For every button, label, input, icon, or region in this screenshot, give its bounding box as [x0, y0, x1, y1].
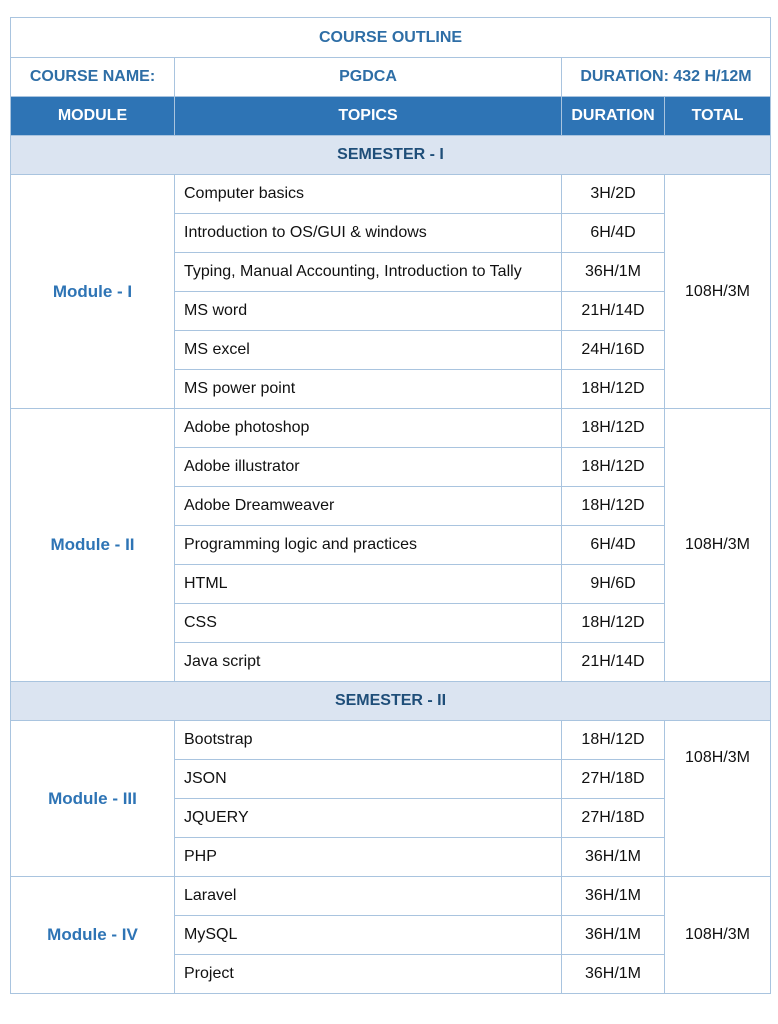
semester-label: SEMESTER - II — [11, 682, 771, 721]
topic-cell: Adobe illustrator — [175, 448, 562, 487]
table-row — [11, 175, 771, 214]
topic-cell: Java script — [175, 643, 562, 682]
duration-cell: 36H/1M — [562, 253, 665, 292]
table-row — [11, 409, 771, 448]
course-outline-table — [10, 17, 771, 994]
duration-cell: 36H/1M — [562, 916, 665, 955]
duration-cell: 18H/12D — [562, 487, 665, 526]
module-total: 108H/3M — [665, 721, 771, 877]
topic-cell: MS word — [175, 292, 562, 331]
duration-cell: 6H/4D — [562, 526, 665, 565]
duration-cell: 24H/16D — [562, 331, 665, 370]
column-header-row — [11, 97, 771, 136]
topic-cell: Programming logic and practices — [175, 526, 562, 565]
duration-cell: 18H/12D — [562, 448, 665, 487]
duration-cell: 6H/4D — [562, 214, 665, 253]
course-duration-summary: DURATION: 432 H/12M — [562, 58, 771, 97]
table-row — [11, 877, 771, 916]
topic-cell: Introduction to OS/GUI & windows — [175, 214, 562, 253]
course-name-label: COURSE NAME: — [11, 58, 175, 97]
module-name: Module - III — [11, 721, 175, 877]
topic-cell: CSS — [175, 604, 562, 643]
module-total: 108H/3M — [665, 877, 771, 994]
header-duration: DURATION — [562, 97, 665, 136]
duration-cell: 18H/12D — [562, 409, 665, 448]
topic-cell: JQUERY — [175, 799, 562, 838]
duration-cell: 21H/14D — [562, 643, 665, 682]
duration-cell: 21H/14D — [562, 292, 665, 331]
semester-label: SEMESTER - I — [11, 136, 771, 175]
course-name-value: PGDCA — [175, 58, 562, 97]
topic-cell: MS power point — [175, 370, 562, 409]
duration-cell: 36H/1M — [562, 877, 665, 916]
module-total: 108H/3M — [665, 175, 771, 409]
module-total: 108H/3M — [665, 409, 771, 682]
semester-row — [11, 682, 771, 721]
module-name: Module - IV — [11, 877, 175, 994]
duration-cell: 18H/12D — [562, 370, 665, 409]
topic-cell: MS excel — [175, 331, 562, 370]
topic-cell: Computer basics — [175, 175, 562, 214]
topic-cell: Bootstrap — [175, 721, 562, 760]
header-topics: TOPICS — [175, 97, 562, 136]
topic-cell: Project — [175, 955, 562, 994]
topic-cell: Typing, Manual Accounting, Introduction to Tally — [175, 253, 562, 292]
topic-cell: Adobe Dreamweaver — [175, 487, 562, 526]
course-name-row — [11, 58, 771, 97]
header-module: MODULE — [11, 97, 175, 136]
header-total: TOTAL — [665, 97, 771, 136]
page-title: COURSE OUTLINE — [11, 18, 771, 58]
duration-cell: 36H/1M — [562, 955, 665, 994]
duration-cell: 18H/12D — [562, 604, 665, 643]
duration-cell: 9H/6D — [562, 565, 665, 604]
module-name: Module - II — [11, 409, 175, 682]
topic-cell: Laravel — [175, 877, 562, 916]
topic-cell: Adobe photoshop — [175, 409, 562, 448]
semester-row — [11, 136, 771, 175]
module-name: Module - I — [11, 175, 175, 409]
duration-cell: 27H/18D — [562, 799, 665, 838]
topic-cell: HTML — [175, 565, 562, 604]
title-row — [11, 18, 771, 58]
table-row — [11, 721, 771, 760]
topic-cell: PHP — [175, 838, 562, 877]
duration-cell: 3H/2D — [562, 175, 665, 214]
topic-cell: JSON — [175, 760, 562, 799]
duration-cell: 18H/12D — [562, 721, 665, 760]
duration-cell: 36H/1M — [562, 838, 665, 877]
duration-cell: 27H/18D — [562, 760, 665, 799]
topic-cell: MySQL — [175, 916, 562, 955]
